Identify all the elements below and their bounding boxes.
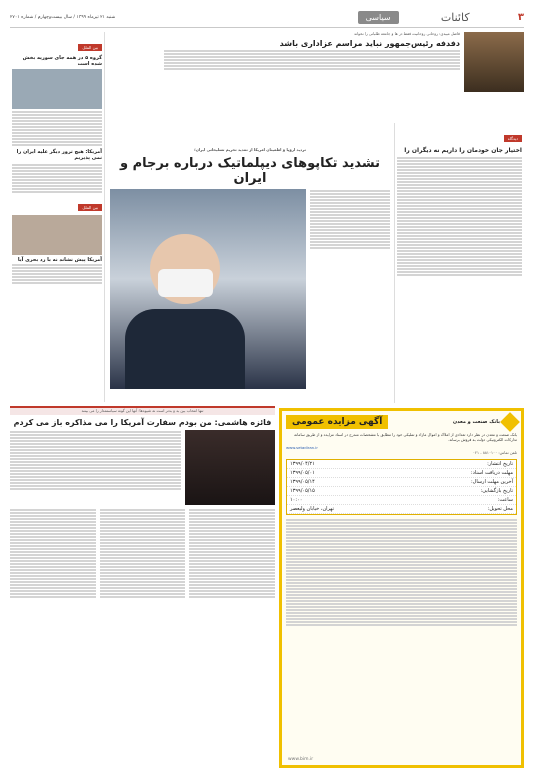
left-photo-2 xyxy=(12,215,102,255)
ad-footer-site: www.bim.ir xyxy=(288,757,314,762)
brand-name: کائنات xyxy=(440,11,470,24)
ad-table xyxy=(286,459,517,515)
left-column xyxy=(10,32,105,402)
left-title-1: گروه ۵ در همه جای سوریه بخش شده است xyxy=(22,55,102,67)
ad-row: ساعت: ۱۰:۰۰ xyxy=(287,496,516,505)
top-story-title: دفدفه رئیس‌جمهور نباید مراسم عزاداری باشد xyxy=(279,38,460,48)
left-tag-2: بین الملل xyxy=(78,204,102,211)
main-photo xyxy=(110,189,306,389)
masthead xyxy=(10,8,524,28)
right-column xyxy=(394,123,524,403)
ad-phone: تلفن تماس: ۸۸۱۰۱۰۰ - ۰۲۱ xyxy=(472,449,517,455)
page-number: ۳ xyxy=(517,12,524,23)
ad-row: تاریخ انتشار: ۱۳۹۹/۰۴/۲۱ xyxy=(287,460,516,469)
dateline: شنبه ۲۱ تیرماه ۱۳۹۹ / سال بیست‌وچهارم / شماره ۲۷۰۱ xyxy=(10,15,116,20)
main-headline: تشدید تکاپوهای دیپلماتیک درباره برجام و ایران xyxy=(120,155,380,186)
right-tag: دیدگاه xyxy=(504,135,522,142)
bottom-kicker: تنها انتخاب بین بد و بدتر است نه شیوه‌ها؛ آنها این گونه سیاستمدار را می بینند xyxy=(10,408,275,415)
bank-logo-icon xyxy=(500,412,520,432)
bottom-story xyxy=(10,406,275,776)
bottom-photo xyxy=(185,430,275,505)
top-story-kicker: فاضل میبدی: روحانی روحانیت فقط در ها و جامعه طلبانی را نخواند xyxy=(354,32,460,36)
main-story xyxy=(110,148,390,403)
ad-row: محل تحویل: تهران، خیابان ولیعصر xyxy=(287,505,516,514)
bank-name: بانک صنعت و معدن xyxy=(452,419,500,425)
top-story xyxy=(164,32,524,122)
ad-site[interactable]: www.setadiran.ir xyxy=(286,445,318,451)
person-suit xyxy=(125,309,245,389)
left-photo-1 xyxy=(12,69,102,109)
main-kicker: تردید اروپا و اطمینان آمریکا از تمدید تحریم تسلیحاتی ایران؛ xyxy=(194,148,306,152)
ad-row: آخرین مهلت ارسال: ۱۳۹۹/۰۵/۱۴ xyxy=(287,478,516,487)
left-tag: بین الملل xyxy=(78,44,102,51)
ad-title: آگهی مزایده عمومی xyxy=(286,415,388,429)
ad-row: تاریخ بازگشایی: ۱۳۹۹/۰۵/۱۵ xyxy=(287,487,516,496)
left-title-2: آمریکا: هیچ ترور دیگر علیه ایران را نمی پذیریم xyxy=(16,149,102,161)
top-story-photo xyxy=(464,32,524,92)
auction-ad xyxy=(279,408,524,768)
ad-intro: بانک صنعت و معدن در نظر دارد تعدادی از املاک و اموال مازاد و تملیکی خود را مطابق با مشخصات مندرج در اسناد مزایده و از طریق سامانه تدارکات الکترونیکی دولت به فروش برساند. xyxy=(294,432,517,442)
right-title: اختیار جان خودمان را داریم نه دیگران را xyxy=(404,147,522,154)
face-mask xyxy=(158,269,213,297)
section-label: سیاسی xyxy=(358,11,399,24)
ad-row: مهلت دریافت اسناد: ۱۳۹۹/۰۵/۰۱ xyxy=(287,469,516,478)
left-title-3: آمریکا پیش نشاند نه با رد بحری آیا xyxy=(17,257,102,263)
bottom-title: فائزه هاشمی: من بودم سفارت آمریکا را می مذاکره باز می کردم xyxy=(13,417,272,427)
newspaper-page xyxy=(10,8,524,774)
